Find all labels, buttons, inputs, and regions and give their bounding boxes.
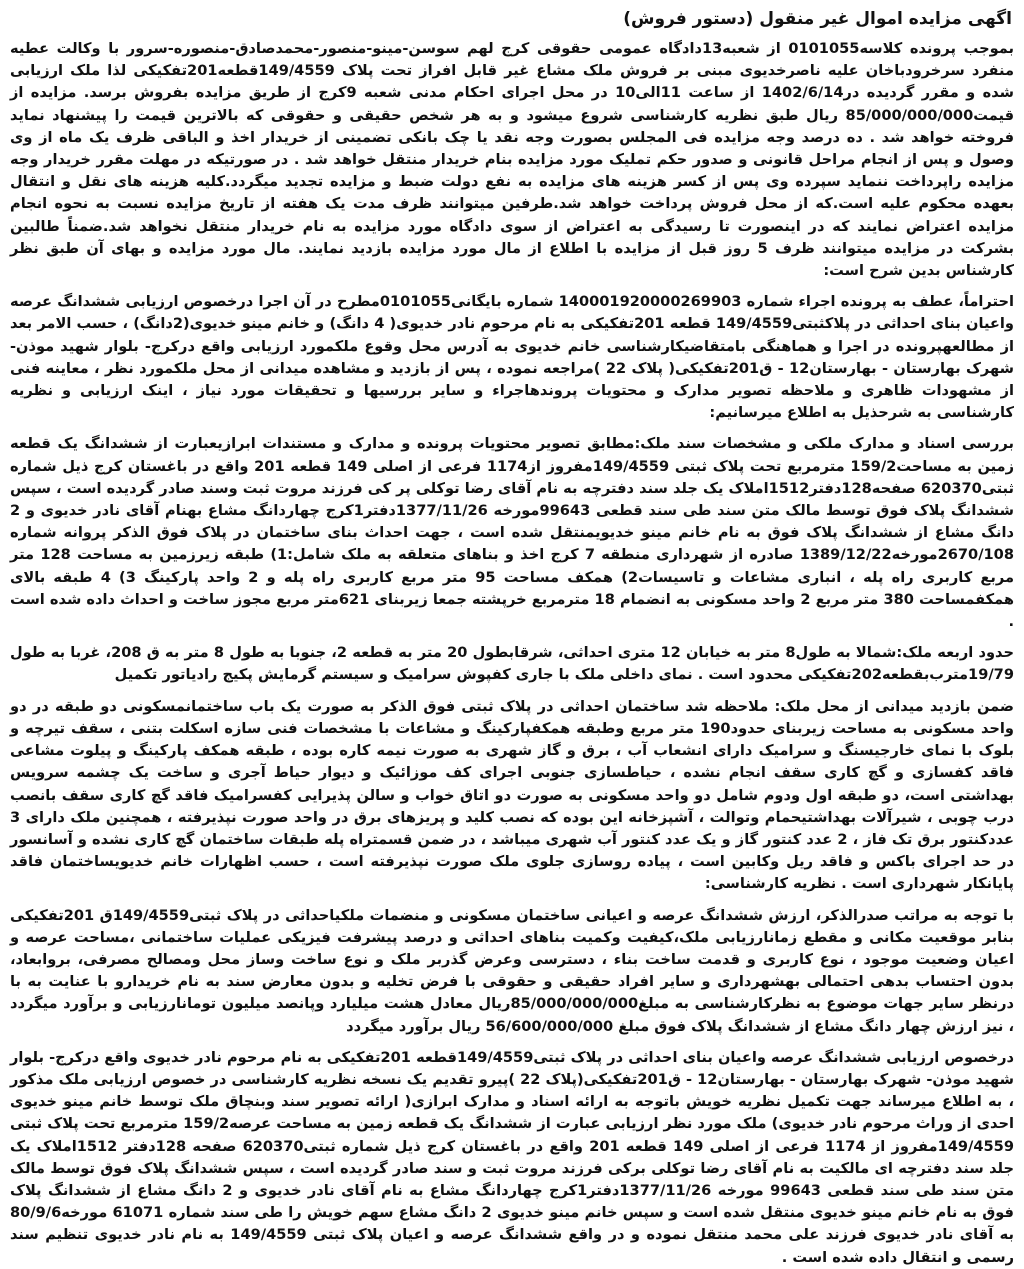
paragraph-site-visit: ضمن بازدید میدانی از محل ملک: ملاحظه شد ساختمان احداثی در پلاک ثبتی فوق الذکر به صورت یک باب ساختمانمسکونی دو طبقه در دو واحد مسکونی به مساحت زیربنای حدود190 متر مربع وطبقه همکفپارکینگ و مشاعات با مشخصات فنی سازه اسکلت بتنی ، سقف تیرچه و بلوک با نمای خارجیسنگ و سرامیک دارای انشعاب آب ، برق و گاز شهری به صورت نیمه کاره بوده ، طبقه همکف پارکینگ و پیلوت مشاعی فاقد کفسازی و گچ کاری سقف انجام نشده ، حیاطسازی جنوبی اجرای کف موزائیک و دیوار حیاط آجری و ساخت یک چشمه سرویس بهداشتی است، دو طبقه اول ودوم شامل دو واحد مسکونی به صورت دو اتاق خواب و سالن پذیرایی کفسرامیک فاقد گچ کاری سقف بانصب درب چوبی ، شیرآلات بهداشتیحمام وتوالت ، آشپزخانه این بوده که نصب کلید و پریزهای برق در واحد صورت نپذیرفته ، همچنین ملک دارای 3 عددکنتور برق تک فاز ، 2 عدد کنتور گاز و یک عدد کنتور آب شهری میباشد ، در ضمن قسمتراه پله طبقات ساختمان گچ کاری نشده و آسانسور در حد اجرای باکس و فاقد ریل وکابین است ، پیاده روسازی جلوی ملک صورت نپذیرفته است ، حسب اظهارات خانم خدیویساختمان فاقد پایانکار شهرداری است . نظریه کارشناسی:: [10, 697, 1014, 893]
paragraph-valuation: با توجه به مراتب صدرالذکر، ارزش ششدانگ عرصه و اعیانی ساختمان مسکونی و منضمات ملکیاحداثی در پلاک ثبتی149/4559ق 201تفکیکی بنابر موقعیت مکانی و مقطع زمانارزیابی ملک،کیفیت وکمیت بناهای احداثی و درصد پیشرفت فیزیکی عملیات ساختمانی ،مساحت عرصه و اعیان وضعیت موجود ، نوع کاربری و قدمت ساخت بناء ، دسترسی وعرض گذربر ملک و نوع ساخت وساز محل ومصالح مصرفی، بروابعاد، بدون احتساب بدهی احتمالی بهشهرداری و سایر افراد حقیقی و حقوقی با فرض تخلیه و بدون معارض سند به نام خریدارو با عنایت به با درنظر سایر جهات موضوع به نظرکارشناسی به مبلغ85/000/000/000ریال معادل هشت میلیارد وپانصد میلیون تومانارزیابی و برآورد میگردد ، نیز ارزش چهار دانگ مشاع از ششدانگ پلاک فوق مبلغ 56/600/000/000 ریال برآورد میگردد: [10, 906, 1014, 1035]
paragraph-auction-terms: بموجب پرونده کلاسه0101055 از شعبه13دادگاه عمومی حقوقی کرج لهم سوسن-مینو-منصور-محمدصادق-منصوره-سرور با وکالت عطیه منفرد سرخرودباخان علیه ناصرخدیوی مبنی بر فروش ملک مشاع غیر قابل افراز تحت پلاک 149/4559قطعه201تفکیکی لذا ملک ارزیابی شده و مقرر گردیده در1402/6/14 از ساعت 11الی10 در محل اجرای احکام مدنی شعبه 9کرج از طریق مزایده بفروش برسد. مزایده از قیمت85/000/000/000 ریال طبق نظریه کارشناسی شروع میشود و به هر شخص حقیقی و حقوقی که بالاترین قیمت را پیشنهاد نماید فروخته خواهد شد . ده درصد وجه مزایده فی المجلس بصورت وجه نقد یا چک بانکی تضمینی از خریدار اخذ و الباقی ظرف یک ماه از وی وصول و پس از انجام مراحل قانونی و صدور حکم تملیک مورد مزایده بنام خریدار منتقل خواهد شد . در صورتیکه در مهلت مقرر خریدار وجه مزایده راپرداخت ننماید سپرده وی پس از کسر هزینه های مزایده به نفع دولت ضبط و مزایده تجدید میگردد.کلیه هزینه های نقل و انتقال بعهده محکوم علیه است.که از محل فروش پرداخت خواهد شد.طرفین میتوانند ظرف مدت یک هفته از تاریخ مزایده نسبت به نحوه انجام مزایده اعتراض نمایند که در اینصورت تا رسیدگی به اعتراض از سوی دادگاه مورد مزایده به نام خریدار منتقل نخواهد شد.ضمناً طالبین بشرکت در مزایده میتوانند ظرف 5 روز قبل از مزایده با اطلاع از مال مورد مزایده بازدید نمایند. مال مورد مزایده و بهای آن طبق نظر کارشناس بدین شرح است:: [10, 40, 1014, 280]
notice-title: اگهی مزایده اموال غیر منقول (دستور فروش): [623, 9, 1012, 29]
paragraph-expert-intro: احتراماً، عطف به پرونده اجراء شماره 140001920000269903 شماره بایگانی0101055مطرح در آن اجرا درخصوص ارزیابی ششدانگ عرصه واعیان بنای احداثی در پلاکثبتی149/4559 قطعه 201تفکیکی به نام مرحوم نادر خدیوی( 4 دانگ) و خانم مینو خدیوی(2دانگ) ، حسب الامر بعد از مطالعهپرونده در اجرا و هماهنگی بامتقاضیکارشناسی خانم خدیوی به آدرس محل وقوع ملکمورد ارزیابی واقع درکرج- بلوار شهید موذن- شهرک بهارستان - بهارستان12 - ق201تفکیکی( پلاک 22 )مراجعه نموده ، پس از بازدید و مشاهده میدانی از محل ملکمورد نظر ، معاینه فنی از مشهودات ظاهری و ملاحظه تصویر مدارک و محتویات پروندهاجراء و سایر بررسیها و تحقیقات مورد نیاز ، اینک ارزیابی و نظریه کارشناسی به شرحذیل به اطلاع میرسانیم:: [10, 293, 1014, 422]
paragraph-deed-review: بررسی اسناد و مدارک ملکی و مشخصات سند ملک:مطابق تصویر محتویات پرونده و مدارک و مستندات ابرازیعبارت از ششدانگ یک قطعه زمین به مساحت159/2 مترمربع تحت پلاک ثبتی 149/4559مفروز از1174 فرعی از اصلی 149 قطعه 201 واقع در باغستان کرج ذیل شماره ثبتی620370 صفحه128دفتر1512املاک یک جلد سند دفترچه به نام آقای رضا توکلی پر کی فرزند مروت ثبت وسند صادر گردیده است ، سپس ششدانگ پلاک فوق توسط مالک متن سند طی سند قطعی 99643مورخه 1377/11/26دفتر1کرج چهاردانگ مشاع بهنام آقای نادر خدیوی و 2 دانگ مشاع از ششدانگ پلاک فوق به نام خانم مینو خدیویمنتقل شده است ، جهت احداث بنای ساختمان در پلاک فوق الذکر پروانه شماره 2670/108مورخه1389/12/22 صادره از شهرداری منطقه 7 کرج اخذ و بناهای متعلقه به ملک شامل:1) طبقه زیرزمین به مساحت 128 متر مربع کاربری راه پله ، انباری مشاعات و تاسیسات2) همکف مساحت 95 متر مربع کاربری راه پله و 2 واحد پارکینگ 3) 4 طبقه بالای همکفمساحت 380 متر مربع 2 واحد مسکونی به انضمام 18 مترمربع خرپشته جمعا زیربنای 621متر مربع مجوز ساخت و احداث داده شده است .: [10, 435, 1015, 631]
paragraph-supplementary-valuation: درخصوص ارزیابی ششدانگ عرصه واعیان بنای احداثی در پلاک ثبتی149/4559قطعه 201تفکیکی به نام مرحوم نادر خدیوی واقع درکرج- بلوار شهید موذن- شهرک بهارستان - بهارستان12 - ق201تفکیکی(پلاک 22 )پیرو تقدیم یک نسخه نظریه کارشناسی در خصوص ارزیابی ملک مذکور ، به اطلاع میرساند جهت تکمیل نظریه خویش باتوجه به ارائه اسناد و مدارک ابرازی( ارائه تصویر سند وبنچاق ملک توسط خانم مینو خدیوی احدی از وراث مرحوم نادر خدیوی) ملک مورد نظر ارزیابی عبارت از ششدانگ یک قطعه زمین به مساحت عرصه159/2 مترمربع تحت پلاک ثبتی 149/4559مفروز از 1174 فرعی از اصلی 149 قطعه 201 واقع در باغستان کرج ذیل شماره ثبتی620370 صفحه 128دفتر 1512املاک یک جلد سند دفترچه ای مالکیت به نام آقای رضا توکلی برکی فرزند مروت ثبت و سند صادر گردیده است ، سپس ششدانگ پلاک فوق توسط مالک متن سند طی سند قطعی 99643 مورخه 1377/11/26دفتر1کرج چهاردانگ مشاع به نام آقای نادر خدیوی و 2 دانگ مشاع از ششدانگ پلاک فوق به نام خانم مینو خدیوی منتقل شده است و سپس خانم مینو خدیوی 2 دانگ مشاع سهم خویش را طی سند شماره 61071 مورخه80/9/6 به آقای نادر خدیوی فرزند علی محمد منتقل نموده و در واقع ششدانگ عرصه و اعیان پلاک ثبتی 149/4559 به نام نادر خدیوی تنظیم سند رسمی و انتقال داده شده است .: [10, 1048, 1015, 1266]
paragraph-boundaries: حدود اربعه ملک:شمالا به طول8 متر به خیابان 12 متری احداثی، شرقابطول 20 متر به قطعه 2، جنوبا به طول 8 متر به ق 208، غربا به طول 19/79مترب‌بقطعه202تفکیکی محدود است . نمای داخلی ملک با جاری کفپوش سرامیک و سیستم گرمایش پکیج رادیاتور تکمیل: [10, 644, 1014, 684]
